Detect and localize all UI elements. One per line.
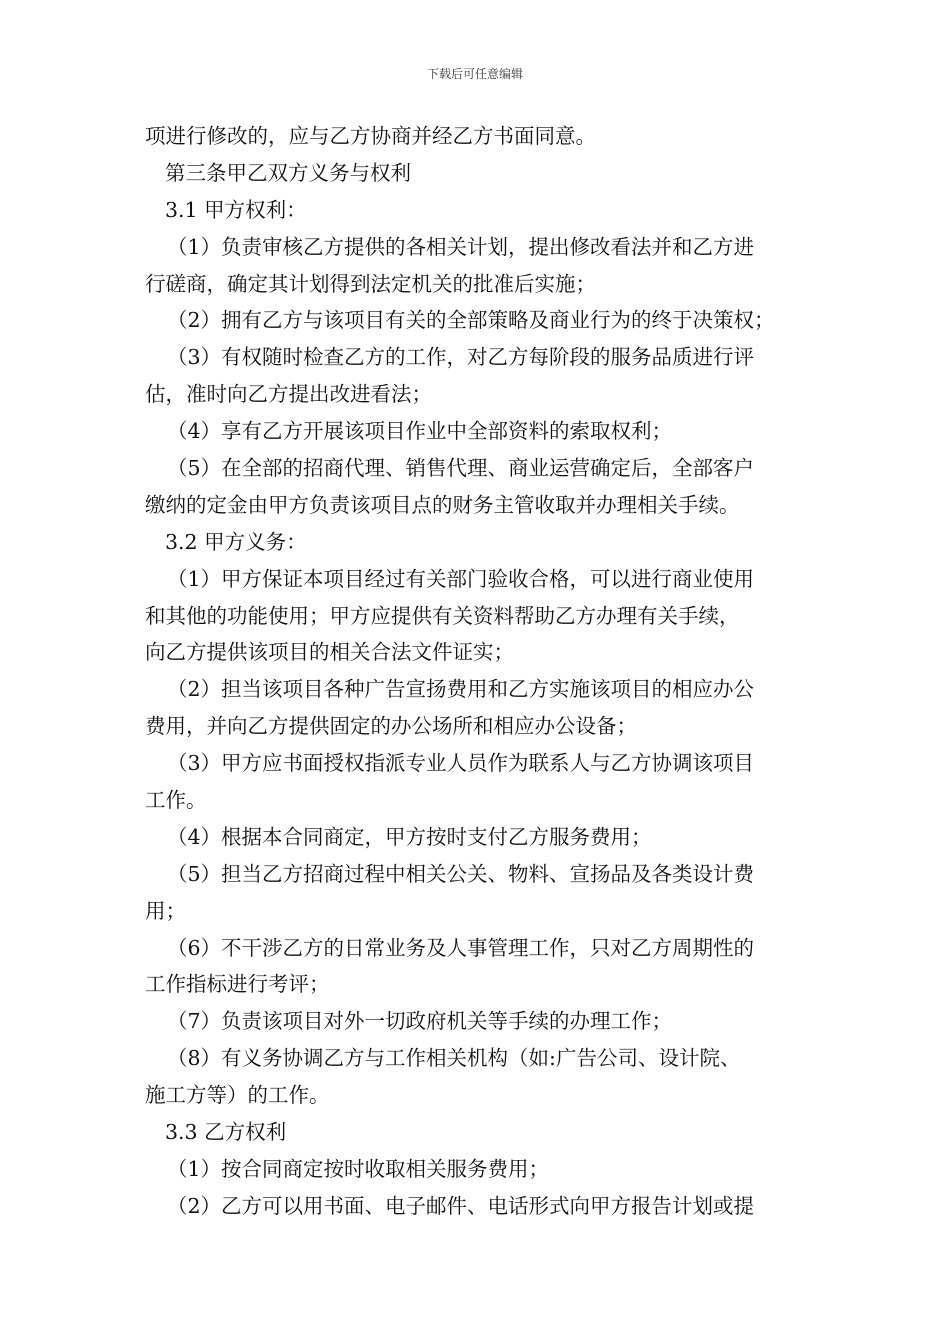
- body-line: 3.3 乙方权利: [165, 1120, 287, 1145]
- body-line: 费用，并向乙方提供固定的办公场所和相应办公设备；: [145, 714, 637, 739]
- body-line: 估，准时向乙方提出改进看法；: [145, 382, 432, 407]
- body-line: （2）担当该项目各种广告宣扬费用和乙方实施该项目的相应办公: [167, 677, 755, 702]
- body-line: （6）不干涉乙方的日常业务及人事管理工作，只对乙方周期性的: [167, 935, 755, 960]
- body-line: 项进行修改的，应与乙方协商并经乙方书面同意。: [145, 124, 596, 148]
- body-line: （4）享有乙方开展该项目作业中全部资料的索取权利；: [167, 419, 673, 444]
- body-line: （3）甲方应书面授权指派专业人员作为联系人与乙方协调该项目: [167, 751, 755, 776]
- body-line: （8）有义务协调乙方与工作相关机构（如:广告公司、设计院、: [167, 1046, 741, 1071]
- body-line: 3.1 甲方权利：: [165, 197, 307, 222]
- body-line: （3）有权随时检查乙方的工作，对乙方每阶段的服务品质进行评: [167, 345, 755, 370]
- body-line: 工作。: [145, 788, 207, 813]
- body-line: （2）拥有乙方与该项目有关的全部策略及商业行为的终于决策权；: [167, 308, 775, 333]
- body-line: （1）负责审核乙方提供的各相关计划，提出修改看法并和乙方进: [167, 234, 755, 259]
- body-line: 3.2 甲方义务：: [165, 529, 307, 554]
- body-line: （5）在全部的招商代理、销售代理、商业运营确定后，全部客户: [167, 456, 755, 481]
- page-header-note: 下载后可任意编辑: [426, 67, 523, 81]
- body-line: （4）根据本合同商定，甲方按时支付乙方服务费用；: [167, 824, 652, 849]
- body-line: 工作指标进行考评；: [145, 972, 330, 997]
- body-line: 施工方等）的工作。: [145, 1083, 330, 1108]
- body-line: （1）按合同商定按时收取相关服务费用；: [167, 1156, 550, 1181]
- document-body: [145, 118, 815, 1225]
- body-line: （5）担当乙方招商过程中相关公关、物料、宣扬品及各类设计费: [167, 861, 755, 886]
- body-line: （2）乙方可以用书面、电子邮件、电话形式向甲方报告计划或提: [167, 1193, 755, 1218]
- body-line: （7）负责该项目对外一切政府机关等手续的办理工作；: [167, 1009, 673, 1034]
- body-line: （1）甲方保证本项目经过有关部门验收合格，可以进行商业使用: [167, 566, 755, 591]
- body-line: 向乙方提供该项目的相关合法文件证实；: [145, 640, 514, 665]
- body-line: 行磋商，确定其计划得到法定机关的批准后实施；: [145, 271, 596, 296]
- body-line: 第三条甲乙双方义务与权利: [165, 160, 411, 185]
- body-line: 和其他的功能使用；甲方应提供有关资料帮助乙方办理有关手续，: [145, 603, 740, 628]
- body-line: 缴纳的定金由甲方负责该项目点的财务主管收取并办理相关手续。: [145, 492, 740, 517]
- body-line: 用；: [145, 898, 186, 923]
